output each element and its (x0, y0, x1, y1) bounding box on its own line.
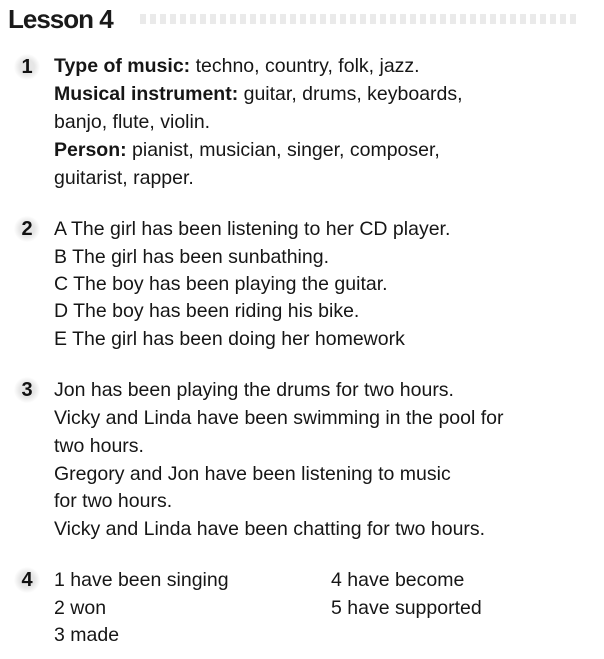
exercise-1-instrument-line (54, 80, 463, 108)
musical-instrument-text: guitar, drums, keyboards, (238, 83, 463, 105)
person-label: Person: (54, 139, 127, 161)
exercise-3-line: Vicky and Linda have been chatting for two hours. (54, 518, 486, 540)
exercise-2-line: C The boy has been playing the guitar. (54, 273, 388, 295)
exercise-1-person-line-2: guitarist, rapper. (54, 167, 194, 189)
exercise-2-line: E The girl has been doing her homework (54, 328, 405, 350)
exercise-3-number: 3 (14, 377, 40, 403)
exercise-4-number: 4 (14, 567, 40, 593)
exercise-3-line: Gregory and Jon have been listening to music (54, 463, 451, 485)
faded-header-text (140, 14, 580, 24)
exercise-2-line: D The boy has been riding his bike. (54, 300, 360, 322)
exercise-4-answer: 1 have been singing (54, 569, 229, 591)
type-of-music-text: techno, country, folk, jazz. (190, 55, 420, 77)
lesson-title: Lesson 4 (8, 4, 113, 34)
exercise-2-number: 2 (14, 216, 40, 242)
type-of-music-label: Type of music: (54, 55, 191, 77)
exercise-3-line: two hours. (54, 435, 144, 457)
exercise-3-line: Jon has been playing the drums for two hours. (54, 379, 454, 401)
exercise-4-answer: 5 have supported (331, 597, 482, 619)
exercise-2-line: A The girl has been listening to her CD player. (54, 218, 451, 240)
musical-instrument-label: Musical instrument: (54, 83, 239, 105)
exercise-1-instrument-line-2: banjo, flute, violin. (54, 111, 211, 133)
person-text: pianist, musician, singer, composer, (126, 139, 440, 161)
exercise-1-type-line (54, 52, 420, 80)
exercise-3-line: for two hours. (54, 490, 173, 512)
exercise-4-answer: 4 have become (331, 569, 465, 591)
exercise-1-number: 1 (14, 54, 40, 80)
exercise-2-line: B The girl has been sunbathing. (54, 246, 329, 268)
exercise-4-answer: 3 made (54, 624, 120, 646)
exercise-4-answer: 2 won (54, 597, 107, 619)
exercise-1-person-line (54, 136, 440, 164)
exercise-3-line: Vicky and Linda have been swimming in the pool for (54, 407, 504, 429)
